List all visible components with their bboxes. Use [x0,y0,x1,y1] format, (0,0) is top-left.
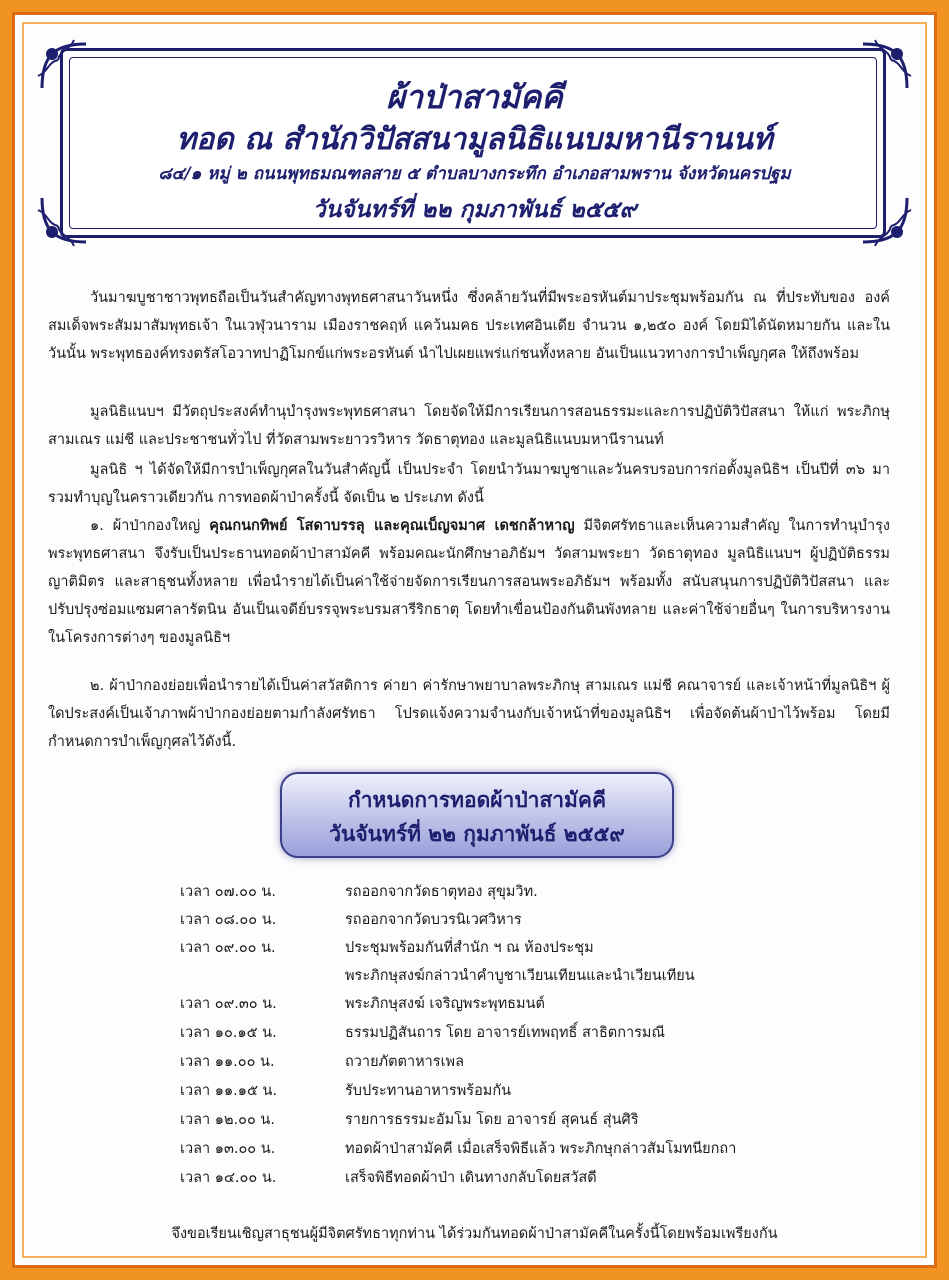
event-date: วันจันทร์ที่ ๒๒ กุมภาพันธ์ ๒๕๕๙ [312,196,637,223]
schedule-time: เวลา ๐๗.๐๐ น. [180,884,276,900]
schedule-activity: รับประทานอาหารพร้อมกัน [345,1083,512,1099]
paragraph-intro: วันมาฆบูชาชาวพุทธถือเป็นวันสำคัญทางพุทธศาสนาวันหนึ่ง ซึ่งคล้ายวันที่มีพระอรหันต์มาประชุมพร้อมกัน ณ ที่ประทับของ องค์สมเด็จพระสัมมาสัมพุทธเจ้า ในเวฬุวนาราม เมืองราชคฤห์ แคว้นมคธ ประเทศอินเดีย จำนวน ๑,๒๕๐ องค์ โดยมิได้นัดหมายกัน และในวันนั้น พระพุทธองค์ทรงตรัสโอวาทปาฏิโมกข์แก่พระอรหันต์ นำไปเผยแพร่แก่ชนทั้งหลาย อันเป็นแนวทางการบำเพ็ญกุศล ให้ถึงพร้อม [48,290,890,362]
schedule-date: วันจันทร์ที่ ๒๒ กุมภาพันธ์ ๒๕๕๙ [329,821,625,846]
paragraph-item-2: ๒. ผ้าป่ากองย่อยเพื่อนำรายได้เป็นค่าสวัสดิการ ค่ายา ค่ารักษาพยาบาลพระภิกษุ สามเณร แม่ชี คณาจารย์ และเจ้าหน้าที่มูลนิธิฯ ผู้ใดประสงค์เป็นเจ้าภาพผ้าป่ากองย่อยตามกำลังศรัทธา โปรดแจ้งความจำนงกับเจ้าหน้าที่ของมูลนิธิฯ เพื่อจัดต้นผ้าป่าไว้พร้อม โดยมีกำหนดการบำเพ็ญกุศลไว้ดังนี้. [48,678,890,750]
schedule-row [0,992,949,1020]
schedule-time: เวลา ๑๐.๑๕ น. [180,1025,277,1041]
closing-invitation: จึงขอเรียนเชิญสาธุชนผู้มีจิตศรัทธาทุกท่าน ได้ร่วมกันทอดผ้าป่าสามัคคีในครั้งนี้โดยพร้อมเพรียงกัน [171,1226,778,1242]
schedule-row [0,1137,949,1165]
schedule-time: เวลา ๑๒.๐๐ น. [180,1112,275,1128]
schedule-time: เวลา ๐๘.๐๐ น. [180,912,277,928]
schedule-activity: ถวายภัตตาหารเพล [345,1054,464,1070]
schedule-activity: ทอดผ้าป่าสามัคคี เมื่อเสร็จพิธีแล้ว พระภิกษุกล่าวสัมโมทนียกถา [345,1141,737,1157]
schedule-time: เวลา ๑๑.๐๐ น. [180,1054,275,1070]
schedule-row [0,1108,949,1136]
schedule-time: เวลา ๑๓.๐๐ น. [180,1141,276,1157]
schedule-activity: รายการธรรมะอัมโม โดย อาจารย์ สุคนธ์ สุ่นศิริ [345,1112,639,1128]
schedule-row [0,908,949,936]
schedule-activity: ประชุมพร้อมกันที่สำนัก ฯ ณ ห้องประชุม [345,940,594,956]
schedule-row [0,1079,949,1107]
page-title: ผ้าป่าสามัคคี [386,78,563,116]
schedule-row [0,964,949,992]
schedule-time: เวลา ๑๑.๑๕ น. [180,1083,278,1099]
schedule-activity: พระภิกษุสงฆ์กล่าวนำคำบูชาเวียนเทียนและนำเวียนเทียน [345,968,695,984]
schedule-row [0,1021,949,1049]
item-1-text: มีจิตศรัทธาและเห็นความสำคัญ ในการทำนุบำรุงพระพุทธศาสนา จึงรับเป็นประธานทอดผ้าป่าสามัคคี พร้อมคณะนักศึกษาอภิธัมฯ วัดสามพระยา วัดธาตุทอง มูลนิธิแนบฯ ผู้ปฏิบัติธรรม ญาติมิตร และสาธุชนทั้งหลาย เพื่อนำรายได้เป็นค่าใช้จ่ายจัดการเรียนการสอนพระอภิธัมฯ พร้อมทั้ง สนับสนุนการปฏิบัติวิปัสสนา และปรับปรุงซ่อมแซมศาลารัตนิน อันเป็นเจดีย์บรรจุพระบรมสารีริกธาตุ โดยทำเขื่อนป้องกันดินพังทลาย และค่าใช้จ่ายอื่นๆ ในการบริหารงาน ในโครงการต่างๆ ของมูลนิธิฯ [48,518,891,646]
item-1-hosts: คุณกนกทิพย์ โสดาบรรลุ และคุณเบ็ญจมาศ เดชกล้าหาญ [209,518,575,534]
schedule-heading-box [280,772,674,858]
schedule-time: เวลา ๐๙.๓๐ น. [180,996,277,1012]
schedule-row [0,936,949,964]
item-1-prefix: ๑. ผ้าป่ากองใหญ่ [90,518,210,534]
paragraph-objective: มูลนิธิแนบฯ มีวัตถุประสงค์ทำนุบำรุงพระพุทธศาสนา โดยจัดให้มีการเรียนการสอนธรรมะและการปฏิบัติวิปัสสนา ให้แก่ พระภิกษุ สามเณร แม่ชี และประชาชนทั่วไป ที่วัดสามพระยาวรวิหาร วัดธาตุทอง และมูลนิธิแนบมหานีรานนท์ [48,404,890,448]
schedule-time: เวลา ๐๙.๐๐ น. [180,940,276,956]
schedule-row [0,880,949,908]
schedule-activity: ธรรมปฏิสันถาร โดย อาจารย์เทพฤทธิ์ สาธิตการมณี [345,1025,665,1041]
paragraph-event: มูลนิธิ ฯ ได้จัดให้มีการบำเพ็ญกุศลในวันสำคัญนี้ เป็นประจำ โดยนำวันมาฆบูชาและวันครบรอบการก่อตั้งมูลนิธิฯ เป็นปีที่ ๓๖ มารวมทำบุญในคราวเดียวกัน การทอดผ้าป่าครั้งนี้ จัดเป็น ๒ ประเภท ดังนี้ [48,462,890,506]
schedule-activity: รถออกจากวัดบวรนิเวศวิหาร [345,912,522,928]
schedule-activity: พระภิกษุสงฆ์ เจริญพระพุทธมนต์ [345,996,545,1012]
page-subtitle: ทอด ณ สำนักวิปัสสนามูลนิธิแนบมหานีรานนท์ [176,122,773,157]
schedule-time: เวลา ๑๔.๐๐ น. [180,1170,277,1186]
address-line: ๘๔/๑ หมู่ ๒ ถนนพุทธมณฑลสาย ๕ ตำบลบางกระทึก อำเภอสามพราน จังหวัดนครปฐม [158,164,791,184]
schedule-activity: รถออกจากวัดธาตุทอง สุขุมวิท. [345,884,538,900]
schedule-activity: เสร็จพิธีทอดผ้าป่า เดินทางกลับโดยสวัสดี [345,1170,597,1186]
schedule-row [0,1050,949,1078]
schedule-row [0,1166,949,1194]
schedule-title: กำหนดการทอดผ้าป่าสามัคคี [348,787,606,812]
paragraph-item-1 [48,512,890,652]
